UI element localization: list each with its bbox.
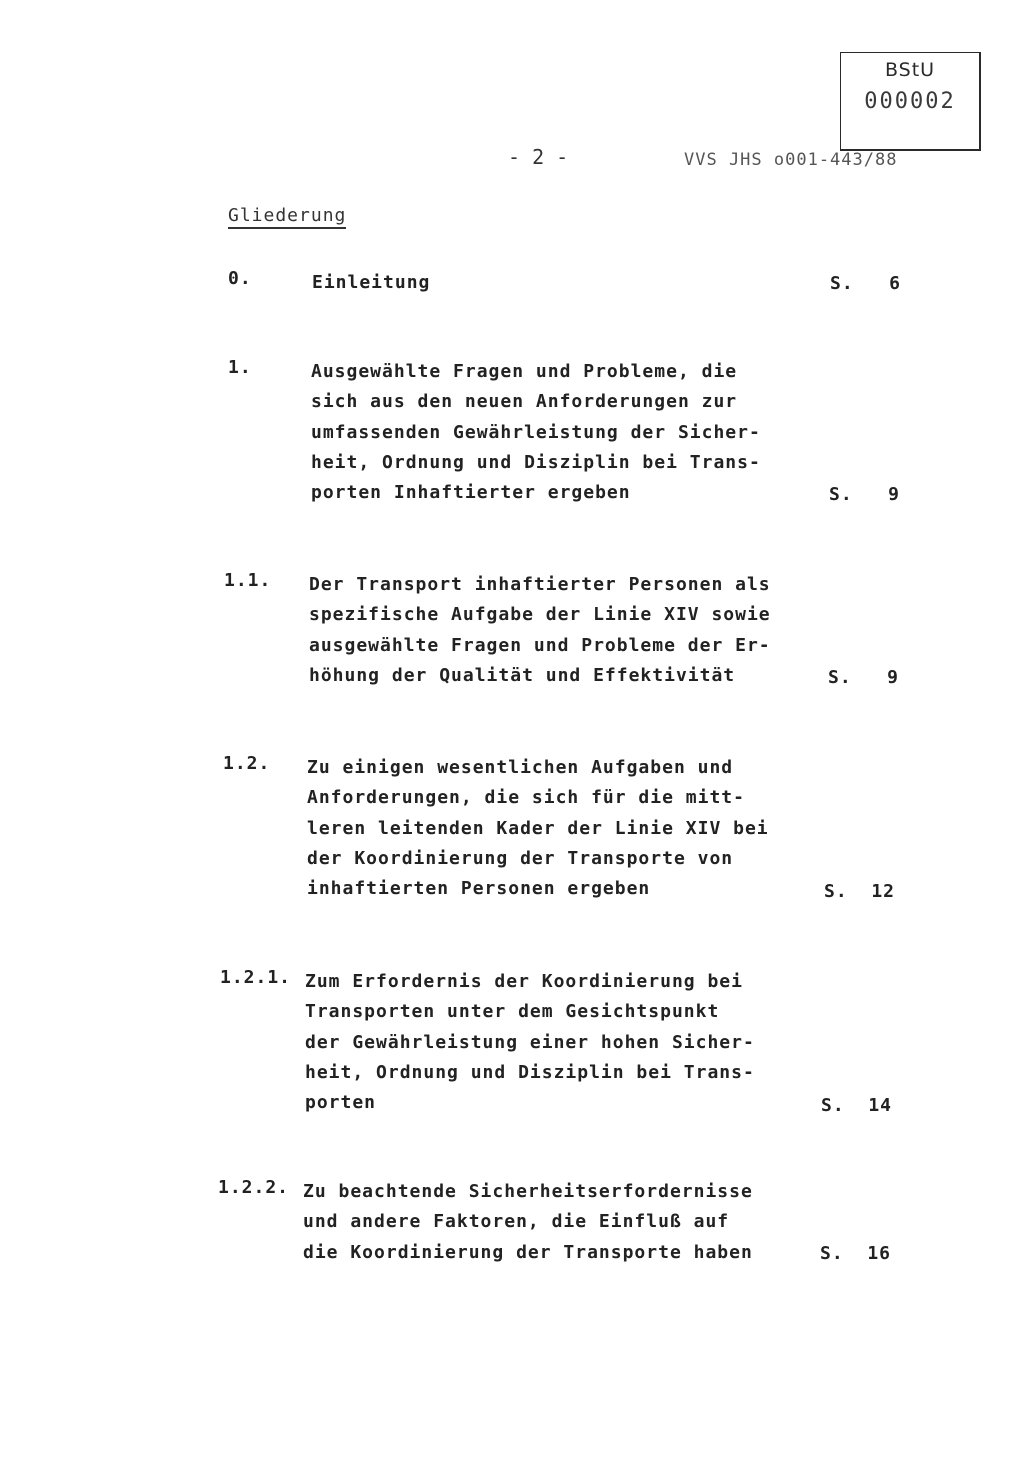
entry-number: 1.2. [223, 753, 271, 774]
entry-title [312, 268, 430, 298]
entry-line: der Gewährleistung einer hohen Sicher- [305, 1031, 755, 1053]
entry-number: 1.1. [224, 570, 272, 591]
entry-line: höhung der Qualität und Effektivität [309, 664, 736, 686]
entry-line: ausgewählte Fragen und Probleme der Er- [309, 634, 771, 656]
entry-line: Zu einigen wesentlichen Aufgaben und [307, 757, 734, 778]
entry-line: porten [305, 1092, 377, 1114]
entry-line: inhaftierten Personen ergeben [307, 878, 651, 900]
entry-number: 1.2.2. [218, 1177, 290, 1198]
entry-line: der Koordinierung der Transporte von [307, 847, 734, 869]
entry-line: Einleitung [312, 272, 431, 293]
entry-line: heit, Ordnung und Disziplin bei Trans- [311, 451, 761, 473]
toc-heading: Gliederung [228, 205, 346, 229]
entry-number: 0. [228, 268, 252, 289]
entry-line: Transporten unter dem Gesichtspunkt [305, 1001, 720, 1023]
entry-line: sich aus den neuen Anforderungen zur [311, 391, 738, 413]
archive-stamp [840, 52, 981, 151]
document-reference: VVS JHS o001-443/88 [684, 150, 898, 170]
entry-page-ref: S. 12 [824, 881, 896, 902]
stamp-office: BStU [884, 59, 936, 81]
entry-line: Zu beachtende Sicherheitserfordernisse [303, 1181, 753, 1202]
entry-page-ref: S. 9 [828, 667, 900, 688]
entry-line: porten Inhaftierter ergeben [311, 482, 631, 504]
entry-title [307, 753, 769, 904]
entry-title [303, 1177, 753, 1268]
entry-line: die Koordinierung der Transporte haben [303, 1241, 753, 1263]
entry-line: umfassenden Gewährleistung der Sicher- [311, 421, 761, 443]
entry-line: Der Transport inhaftierter Personen als [309, 574, 771, 595]
entry-line: und andere Faktoren, die Einfluß auf [303, 1211, 730, 1233]
entry-line: Ausgewählte Fragen und Probleme, die [311, 361, 738, 382]
entry-page-ref: S. 9 [829, 484, 901, 505]
entry-line: Zum Erfordernis der Koordinierung bei [305, 971, 743, 992]
entry-title [311, 357, 761, 508]
entry-title [309, 570, 771, 691]
entry-line: Anforderungen, die sich für die mitt- [307, 787, 745, 809]
entry-page-ref: S. 6 [830, 273, 902, 294]
entry-number: 1. [228, 357, 252, 378]
page-number: - 2 - [508, 145, 569, 169]
stamp-number: 000002 [864, 89, 956, 114]
entry-number: 1.2.1. [220, 967, 292, 988]
entry-page-ref: S. 14 [821, 1095, 893, 1116]
entry-line: leren leitenden Kader der Linie XIV bei [307, 817, 769, 839]
entry-title [305, 967, 755, 1118]
entry-line: spezifische Aufgabe der Linie XIV sowie [309, 604, 771, 626]
entry-line: heit, Ordnung und Disziplin bei Trans- [305, 1061, 755, 1083]
entry-page-ref: S. 16 [820, 1243, 892, 1264]
